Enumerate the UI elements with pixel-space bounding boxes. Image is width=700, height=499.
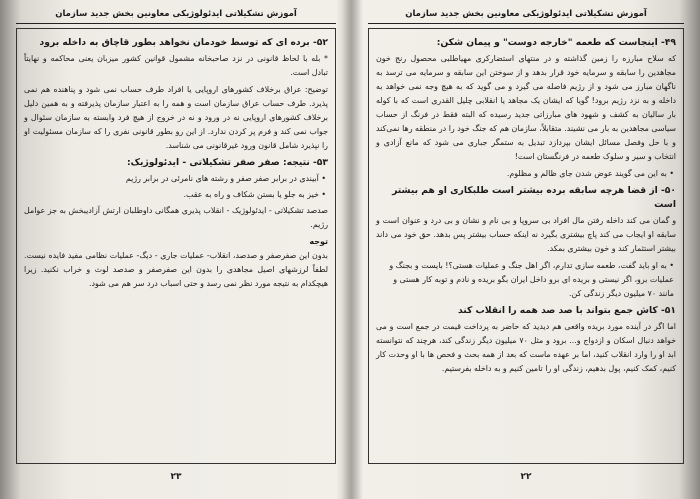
right-page-frame [368,28,684,464]
paragraph: که سلاح مبارزه را زمین گذاشته و در منتهای استضارکری مهیاطلبی محصول رنج خون مجاهدین را سابقه و سرمایه خود قرار بدهد و از سوختن این سابقه و سرمایه می ترسد به ناگهان مبارز می شود و از رژیم فاصله می گیرد و می گوید که به هیچ وجه نمی خواهد به داخله و به نزد رژیم برود! گویا که ایشان یک مجاهد یا انقلابی چلیل القدری است که با کوله بار سالیان به کشف و شهود های مبارزاتی جدید رسیده که البته فقط در فرنگ از حساب سیاسی مجاهدین به بار می نشیند. متقابلاً، سازمان هم که جنگ خود را در منطقه رها نمی‌کند و با حل وفصل مسائل ایشان بپردازد تبدیل به ستمگر جباری می شود که مانع آزادی و انتخاب و سیر و سلوک طعمه در فرنگستان است! [376,54,676,161]
book-gutter [342,0,362,499]
section-heading: ۵۳- نتیجه: صفر صفر تشکیلاتی - ایدئولوژیک: [126,157,328,168]
section-heading: ۵۱- کاش جمع بتواند با صد صد همه را انقلاب کند [457,305,676,316]
paragraph: و گمان می کند داخله رفتن مال افراد بی سروپا و بی نام و نشان و بی درد و عنوان است و سابقه او ایجاب می کند پاچ بیشتری بگیرد نه اینکه حساب بیشتر پس بدهد. حق خود می داند بیشتر استثمار کند و خون بیشتری بمکد. [376,216,676,253]
running-head: آموزش تشکیلاتی ایدئولوژیکی معاونین بخش جدید سازمان [16,8,336,24]
right-page [362,8,690,486]
bullet-item: • به این می گویند عوض شدن جای ظالم و مظلوم. [506,169,674,178]
left-page [10,8,342,486]
paragraph: صدصد تشکیلاتی - ایدئولوژیک - انقلاب پذیری همگانی داوطلبان ارتش آزادیبخش به جز عوامل رژیم. [24,206,328,229]
left-page-frame [16,28,336,464]
bullet-item: • خیز به جلو یا بستن شکاف و راه به عقب. [183,190,326,199]
paragraph: * بله با لحاظ قانونی در نزد صاحبخانه مشمول قوانین کشور میزبان یعنی محاکمه و نهایتاً تبادل است. [24,54,328,77]
section-heading: ۵۰- از قضا هرچه سابقه برده بیشتر است طلبکاری او هم بیشتر است [392,185,676,210]
bullet-item: • به او باید گفت، طعمه سازی تدارم، اگر اهل جنگ و عملیات هستی؟! بایست و بجنگ و عملیات برو، اگر نیستی و بریده ای برو داخل ایران بگو بریده و نادم و توبه کار هستی و مانند ۷۰ میلیون دیگر زندگی کن. [389,261,674,298]
page-number: ۲۲ [520,472,532,482]
paragraph: بدون این صفرصفر و صدصد، انقلاب- عملیات جاری - دیگ- عملیات نظامی مفید فایده نیست. لطفاً لرزشهای اصیل مجاهدی را بدون این صفرصفر و صدصد لوث و خراب نکنید. زیرا هیچکدام به نتیجه مورد نظر نمی رسد و حتی اسباب درد سر هم می شود. [24,251,328,288]
paragraph: توضیح: عراق برخلاف کشورهای اروپایی یا افراد طرف حساب نمی شود و پناهنده هم نمی پذیرد. طرف حساب عراق سازمان است و همه را به اعتبار سازمان پذیرفته و به همین دلیل برخلاف کشورهای اروپایی نه در ورود و نه در خروج از هیچ فرد وابسته به سازمان سئوال و جواب نمی کند و فرم پر کردن ندارد. از این رو بطور قانونی نفری را که سازمان مسئولیت او را نپذیرد شامل قانون ورود غیرقانونی می شناسد. [24,85,328,150]
section-heading: ۵۲- برده ای که توسط خودمان نخواهد بطور قاچاق به داخله برود [39,37,328,48]
bullet-item: • آبیندی در برابر صفر صفر و رشته های نامرئی در برابر رژیم [125,174,326,183]
note-heading: توجه [309,237,328,246]
paragraph: اما اگر در آینده مورد بریده واقعی هم دیدید که حاضر به پرداخت قیمت در جمع است و می خواهد دنبال اسکان و ازدواج و... برود و مثل ۷۰ میلیون دیگر زندگی کند، هرچند که نتوانسته ابد او را وارد انقلاب کنید، اما بر عهده ماست که بعد از همه بحث و فحص ها با او وحدت کار کنیم، کمک کنیم، پول بدهیم، زندگی او را تامین کنیم و به داخله بفرستیم. [376,322,677,373]
section-heading: ۴۹- اینجاست که طعمه "خارجه دوست" و پیمان شکن: [436,37,676,48]
page-number: ۲۳ [170,472,182,482]
running-head: آموزش تشکیلاتی ایدئولوژیکی معاونین بخش جدید سازمان [368,8,684,24]
